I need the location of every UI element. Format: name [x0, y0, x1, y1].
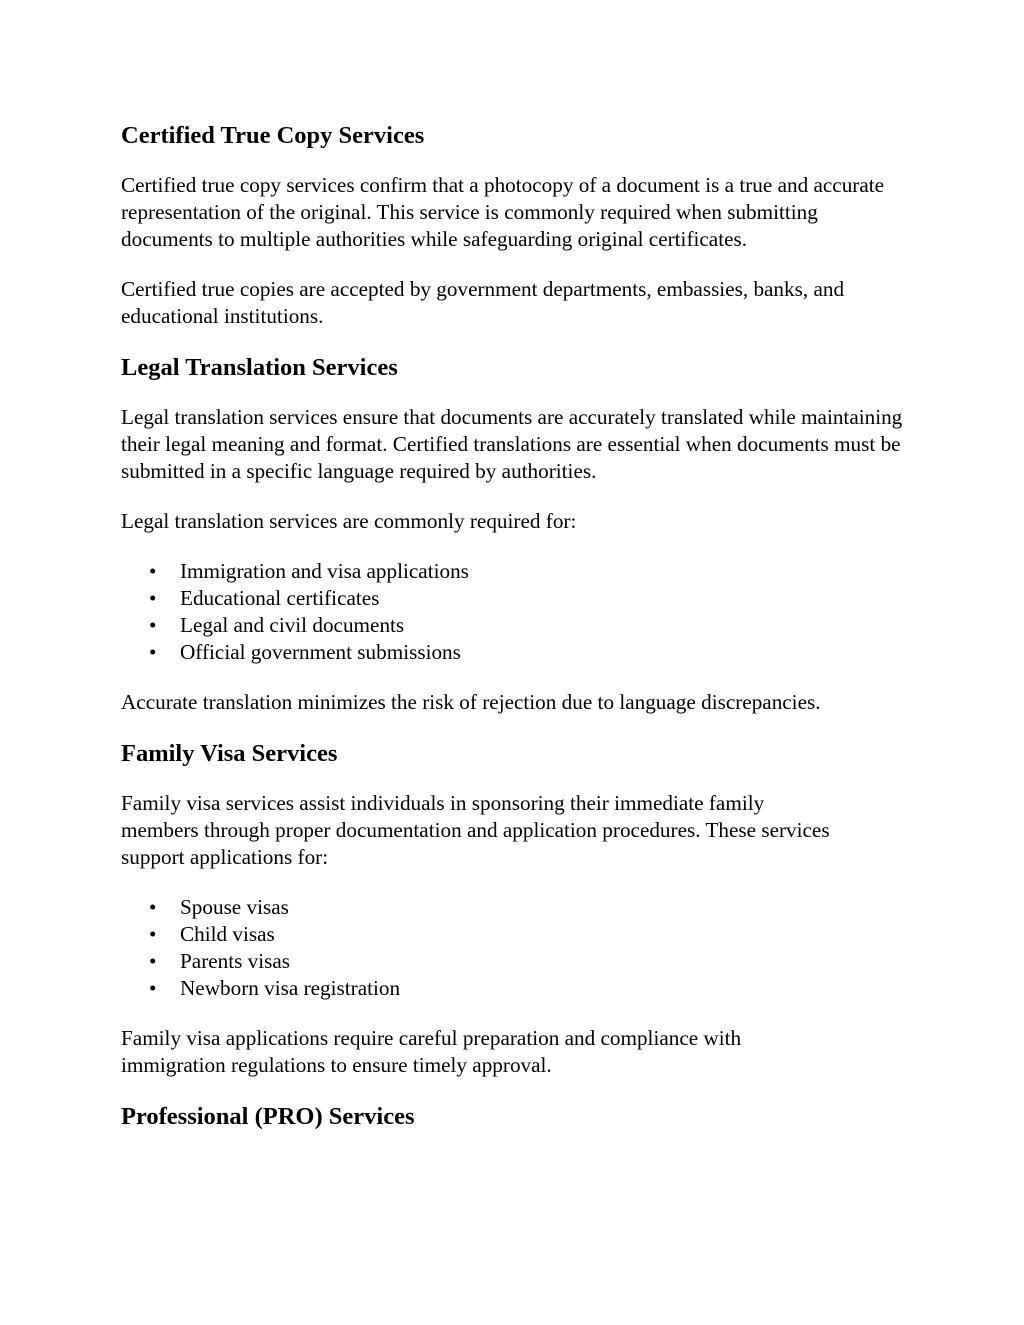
- paragraph: Legal translation services are commonly required for:: [121, 509, 577, 533]
- bullet-icon: •: [149, 640, 157, 664]
- list-item-text: Immigration and visa applications: [180, 559, 469, 583]
- paragraph: Family visa services assist individuals in sponsoring their immediate family members through proper documentation and application procedures. These services support applications for:: [121, 791, 830, 869]
- list-item-text: Child visas: [180, 922, 275, 946]
- heading-certified-true-copy: Certified True Copy Services: [121, 122, 425, 149]
- bullet-icon: •: [149, 613, 157, 637]
- list-item: [149, 948, 921, 975]
- paragraph: Certified true copy services confirm that a photocopy of a document is a true and accurate representation of the original. This service is commonly required when submitting documents to multiple authorities while safeguarding original certificates.: [121, 173, 885, 251]
- list-item-text: Educational certificates: [180, 586, 380, 610]
- list-item: [149, 558, 921, 585]
- document-page: [121, 120, 921, 1133]
- bullet-icon: •: [149, 895, 157, 919]
- bullet-list: [121, 558, 921, 666]
- bullet-list: [121, 894, 921, 1002]
- list-item: [149, 894, 921, 921]
- list-item: [149, 921, 921, 948]
- paragraph: Legal translation services ensure that documents are accurately translated while maintaining their legal meaning and format. Certified translations are essential when documents must be submitted in a specific language required by authorities.: [121, 405, 903, 483]
- paragraph: Certified true copies are accepted by government departments, embassies, banks, and educational institutions.: [121, 277, 845, 328]
- list-item: [149, 585, 921, 612]
- bullet-icon: •: [149, 586, 157, 610]
- heading-family-visa: Family Visa Services: [121, 740, 338, 767]
- list-item: [149, 975, 921, 1002]
- list-item: [149, 612, 921, 639]
- heading-legal-translation: Legal Translation Services: [121, 354, 398, 381]
- paragraph: Accurate translation minimizes the risk of rejection due to language discrepancies.: [121, 690, 821, 714]
- bullet-icon: •: [149, 949, 157, 973]
- list-item-text: Official government submissions: [180, 640, 461, 664]
- paragraph: Family visa applications require careful preparation and compliance with immigration regulations to ensure timely approval.: [121, 1026, 742, 1077]
- list-item-text: Parents visas: [180, 949, 291, 973]
- list-item-text: Legal and civil documents: [180, 613, 405, 637]
- heading-professional-pro: Professional (PRO) Services: [121, 1103, 415, 1130]
- list-item-text: Newborn visa registration: [180, 976, 401, 1000]
- list-item: [149, 639, 921, 666]
- bullet-icon: •: [149, 922, 157, 946]
- bullet-icon: •: [149, 559, 157, 583]
- bullet-icon: •: [149, 976, 157, 1000]
- list-item-text: Spouse visas: [180, 895, 289, 919]
